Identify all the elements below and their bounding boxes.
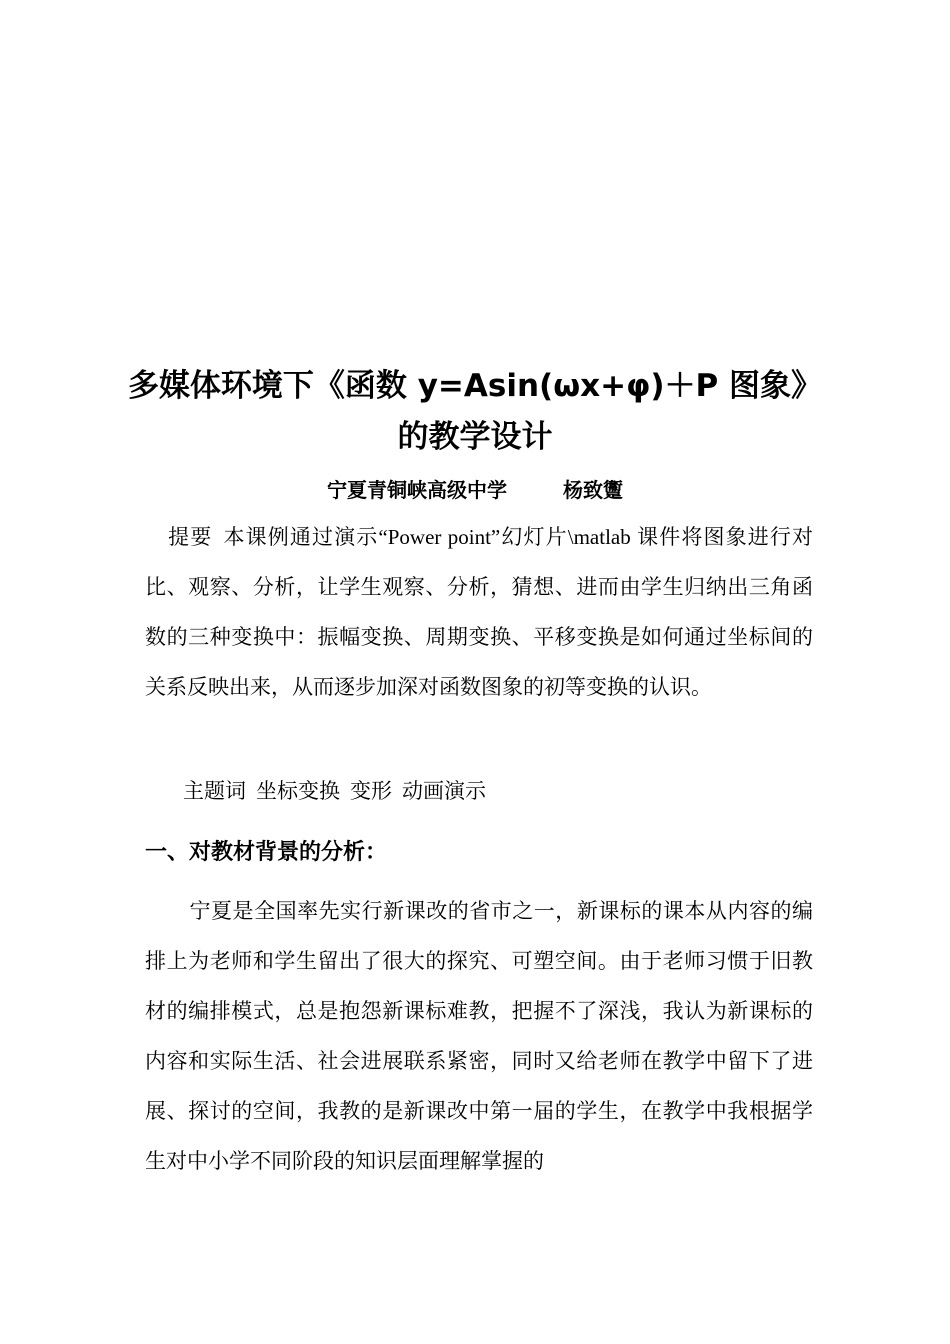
body-paragraph	[145, 886, 813, 1186]
author-byline	[0, 474, 950, 503]
abstract-label: 提要	[167, 525, 213, 549]
body-paragraph-text: 宁夏是全国率先实行新课改的省市之一，新课标的课本从内容的编排上为老师和学生留出了很大的探究、可塑空间。由于老师习惯于旧教材的编排模式，总是抱怨新课标难教，把握不了深浅，我认为新课标的内容和实际生活、社会进展联系紧密，同时又给老师在教学中留下了进展、探讨的空间，我教的是新课改中第一届的学生，在教学中我根据学生对中小学不同阶段的知识层面理解掌握的	[145, 899, 813, 1173]
keyword: 变形	[350, 779, 392, 803]
keywords-line	[183, 775, 486, 805]
abstract-text: 本课例通过演示“Power point”幻灯片\matlab 课件将图象进行对比、观察、分析，让学生观察、分析，猜想、进而由学生归纳出三角函数的三种变换中：振幅变换、周期变换、平移变换是如何通过坐标间的关系反映出来，从而逐步加深对函数图象的初等变换的认识。	[145, 525, 814, 699]
author-name: 杨致躛	[563, 478, 623, 502]
keyword: 动画演示	[402, 779, 486, 803]
keyword: 坐标变换	[256, 779, 340, 803]
abstract-paragraph	[145, 512, 813, 712]
keywords-label: 主题词	[183, 779, 246, 803]
document-title-line-1: 多媒体环境下《函数 y=Asin(ωx+φ)＋P 图象》	[127, 368, 823, 404]
section-heading: 一、对教材背景的分析：	[145, 840, 388, 865]
school-name: 宁夏青铜峡高级中学	[327, 478, 507, 502]
document-title-line-2: 的教学设计	[397, 419, 553, 455]
